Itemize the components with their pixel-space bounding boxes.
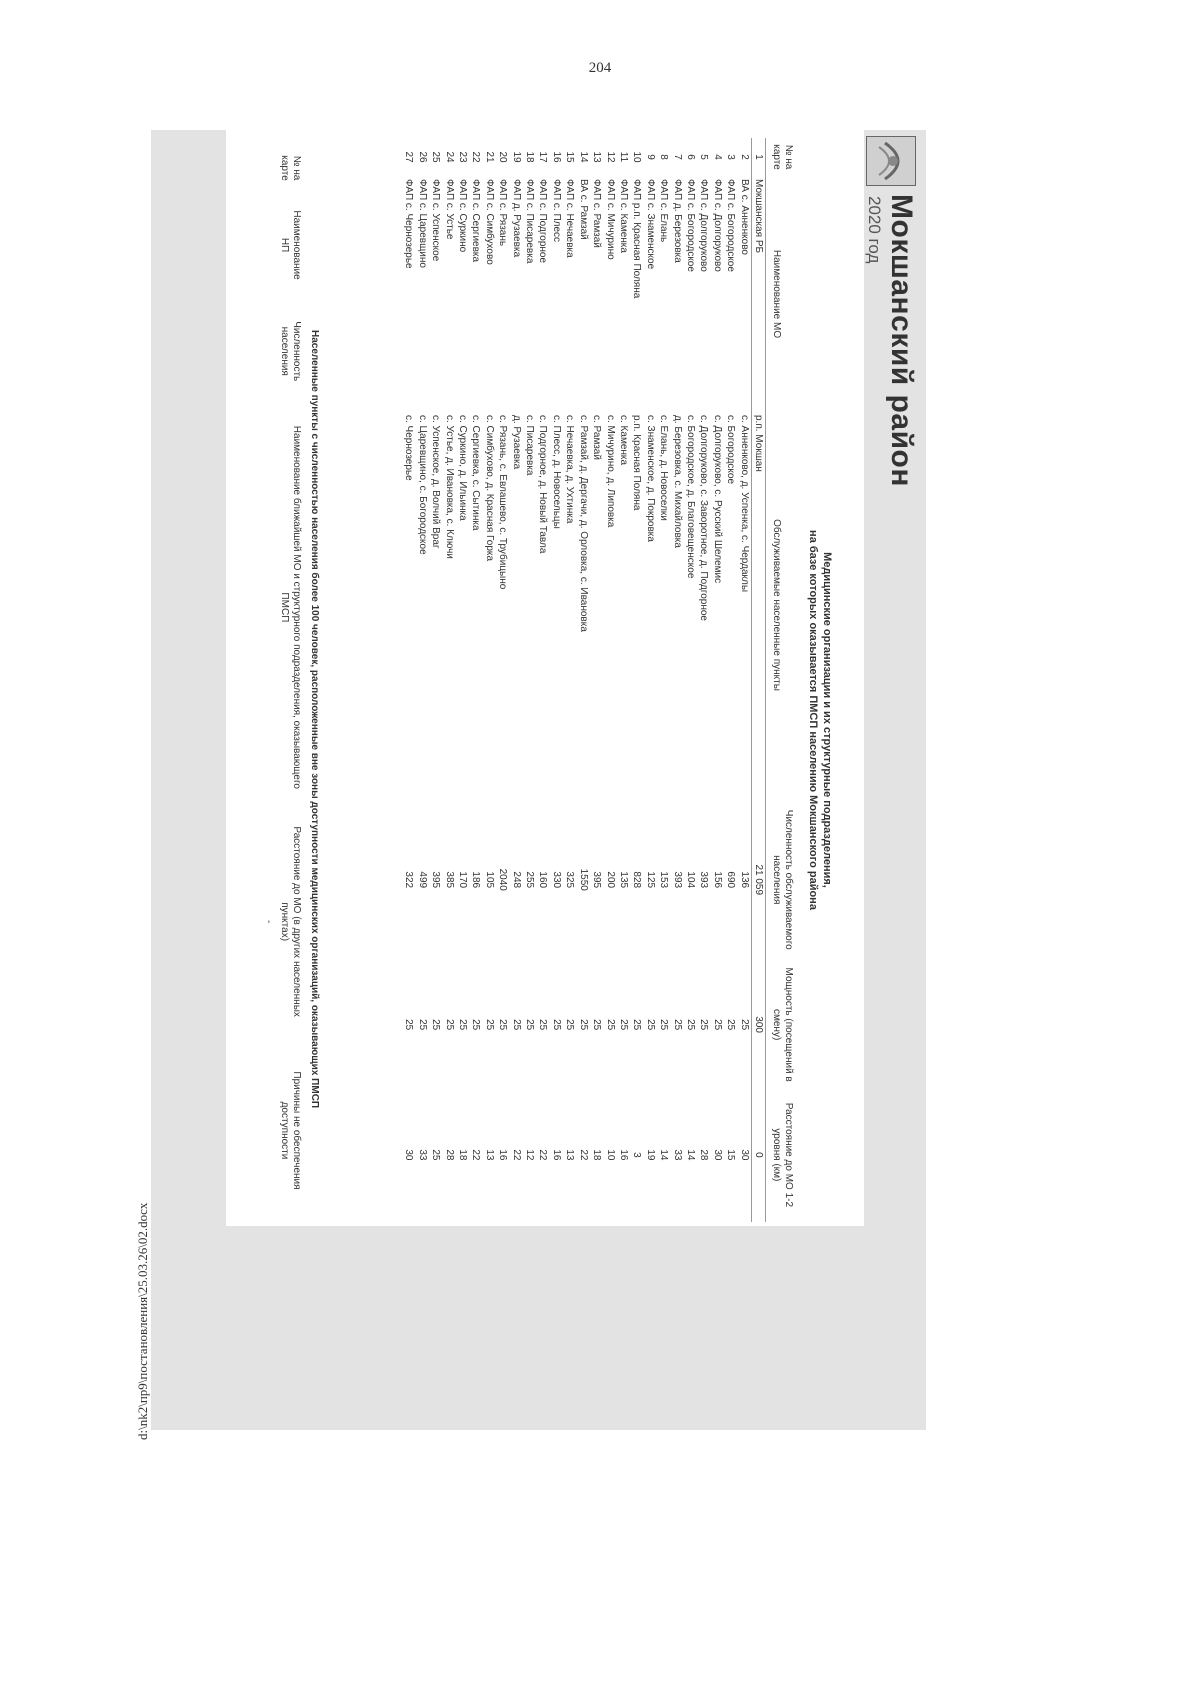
medical-organizations-table — [402, 138, 796, 1222]
cell-capacity: 25 — [577, 1019, 589, 1031]
cell-population: 385 — [443, 871, 455, 889]
table-row — [536, 138, 549, 1222]
region-year: 2020 год — [865, 196, 884, 264]
table-row — [563, 138, 576, 1222]
cell-population: 330 — [550, 871, 562, 889]
cell-capacity: 25 — [470, 1019, 482, 1031]
cell-capacity: 25 — [403, 1019, 415, 1031]
cell-map-number: 1 — [751, 138, 765, 176]
heading-line: Медицинские организации и их структурные подразделения, — [821, 552, 833, 888]
cell-mo-name: ФАП с. Подгорное — [537, 179, 549, 264]
cell-distance: 16 — [617, 1149, 629, 1161]
sub-column-header-reasons: Причины не обеспечения доступности — [279, 1071, 302, 1190]
cell-served-points: с. Суркино, д. Ильинка — [457, 415, 469, 521]
cell-population: 160 — [537, 871, 549, 889]
cell-distance: 30 — [403, 1149, 415, 1161]
cell-served-points: с. Сергиевка, с. Сытинка — [470, 415, 482, 531]
cell-served-points: с. Подгорное, д. Новый Тавла — [537, 415, 549, 554]
sub-cell-dash: - — [263, 919, 274, 924]
table-row — [710, 138, 723, 1222]
cell-distance: 0 — [751, 1088, 765, 1222]
region-emblem-icon — [866, 136, 916, 186]
table-row — [482, 138, 495, 1222]
cell-map-number: 5 — [698, 154, 710, 160]
cell-map-number: 21 — [483, 151, 495, 163]
cell-served-points: с. Долгоруково, с. Заворотное, д. Подгорное — [698, 415, 710, 621]
cell-mo-name: ФАП с. Симбухово — [483, 179, 495, 265]
cell-capacity: 25 — [550, 1019, 562, 1031]
cell-mo-name: ФАП с. Елань — [658, 179, 670, 243]
sub-column-header-nearest-mo: Наименование ближайшей МО и структурного подразделения, оказывающего ПМСП — [279, 425, 302, 789]
cell-population: 186 — [470, 871, 482, 889]
cell-map-number: 13 — [591, 151, 603, 163]
cell-capacity: 25 — [524, 1019, 536, 1031]
sub-column-header-population: Численность населения — [279, 321, 302, 382]
table-note: Населенные пункты с численностью населения более 100 человек, расположенные вне зоны доступности медицинских организаций, оказывающих ПМСП — [309, 330, 320, 1109]
column-header-distance: Расстояние до МО 1-2 уровня (км) — [766, 1088, 797, 1222]
cell-distance: 28 — [698, 1149, 710, 1161]
cell-population: 125 — [644, 871, 656, 889]
cell-population: 499 — [416, 871, 428, 889]
table-row — [684, 138, 697, 1222]
table-row — [751, 138, 765, 1222]
cell-mo-name: ВА с. Анненково — [738, 179, 750, 255]
cell-distance: 16 — [550, 1149, 562, 1161]
cell-capacity: 25 — [537, 1019, 549, 1031]
cell-map-number: 14 — [577, 151, 589, 163]
cell-population: 828 — [631, 871, 643, 889]
cell-population: 135 — [617, 871, 629, 889]
region-title: Мокшанский район — [885, 194, 918, 487]
cell-distance: 33 — [416, 1149, 428, 1161]
cell-capacity: 25 — [443, 1019, 455, 1031]
table-row — [496, 138, 509, 1222]
cell-mo-name: ФАП д. Березовка — [671, 179, 683, 263]
cell-capacity: 25 — [564, 1019, 576, 1031]
table-row — [697, 138, 710, 1222]
sub-column-header-settlement: Наименование НП — [279, 210, 302, 280]
cell-distance: 25 — [430, 1149, 442, 1161]
cell-mo-name: ФАП р.п. Красная Поляна — [631, 179, 643, 299]
cell-distance: 22 — [510, 1149, 522, 1161]
cell-distance: 13 — [564, 1149, 576, 1161]
cell-map-number: 15 — [564, 151, 576, 163]
cell-capacity: 25 — [510, 1019, 522, 1031]
table-row — [617, 138, 630, 1222]
cell-population: 393 — [698, 871, 710, 889]
table-row — [630, 138, 643, 1222]
cell-distance: 3 — [631, 1152, 643, 1158]
cell-map-number: 17 — [537, 151, 549, 163]
document-sheet — [151, 130, 926, 1430]
cell-served-points: р.п. Красная Поляна — [631, 415, 643, 511]
column-header-served-points: Обслуживаемые населенные пункты — [766, 412, 797, 798]
column-header-mo-name: Наименование МО — [766, 176, 797, 412]
cell-capacity: 25 — [497, 1019, 509, 1031]
cell-population: 393 — [671, 871, 683, 889]
cell-map-number: 11 — [617, 151, 629, 163]
cell-mo-name: ФАП с. Каменка — [617, 179, 629, 253]
cell-map-number: 3 — [725, 154, 737, 160]
cell-mo-name: ФАП д. Рузаевка — [510, 179, 522, 258]
sub-column-header-map-number: № на карте — [279, 155, 302, 181]
cell-mo-name: Мокшанская РБ — [751, 176, 765, 412]
page-number: 204 — [588, 60, 612, 76]
cell-map-number: 7 — [671, 154, 683, 160]
cell-mo-name: ФАП с. Знаменское — [644, 179, 656, 270]
cell-capacity: 25 — [738, 1019, 750, 1031]
cell-population: 104 — [684, 871, 696, 889]
cell-served-points: с. Рамзай, д. Дергачи, д. Орловка, с. Ивановка — [577, 415, 589, 632]
cell-capacity: 25 — [631, 1019, 643, 1031]
cell-served-points: с. Богородское, д. Благовещенское — [684, 415, 696, 579]
cell-mo-name: ФАП с. Устье — [443, 179, 455, 240]
cell-map-number: 2 — [738, 154, 750, 160]
cell-population: 690 — [725, 871, 737, 889]
table-row — [657, 138, 670, 1222]
cell-served-points: с. Долгоруково, с. Русский Шелемис — [711, 415, 723, 584]
cell-served-points: с. Каменка — [617, 415, 629, 466]
cell-capacity: 25 — [698, 1019, 710, 1031]
cell-map-number: 26 — [416, 151, 428, 163]
cell-map-number: 19 — [510, 151, 522, 163]
sub-cell — [260, 138, 276, 198]
cell-map-number: 18 — [524, 151, 536, 163]
document-heading — [806, 360, 834, 1080]
table-row — [603, 138, 616, 1222]
cell-population: 395 — [430, 871, 442, 889]
cell-capacity: 25 — [684, 1019, 696, 1031]
cell-served-points: с. Мичурино, д. Липовка — [604, 415, 616, 528]
cell-capacity: 300 — [751, 961, 765, 1087]
table-row — [469, 138, 482, 1222]
cell-mo-name: ФАП с. Плесс — [550, 179, 562, 243]
sub-column-header-distance: Расстояние до МО (в других населенных пунктах) — [279, 826, 302, 1017]
cell-population: 248 — [510, 871, 522, 889]
cell-mo-name: ФАП с. Долгоруково — [698, 179, 710, 272]
column-header-capacity: Мощность (посещений в смену) — [766, 961, 797, 1087]
cell-population: 153 — [658, 871, 670, 889]
cell-distance: 19 — [644, 1149, 656, 1161]
sub-cell — [260, 292, 276, 410]
cell-population: 105 — [483, 871, 495, 889]
cell-capacity: 25 — [617, 1019, 629, 1031]
cell-distance: 30 — [711, 1149, 723, 1161]
cell-distance: 22 — [577, 1149, 589, 1161]
table-row — [429, 138, 442, 1222]
cell-map-number: 25 — [430, 151, 442, 163]
cell-distance: 22 — [470, 1149, 482, 1161]
cell-population: 21 059 — [751, 798, 765, 961]
table-row — [590, 138, 603, 1222]
cell-map-number: 4 — [711, 154, 723, 160]
table-row — [442, 138, 455, 1222]
cell-mo-name: ВА с. Рамзай — [577, 179, 589, 240]
cell-map-number: 12 — [604, 151, 616, 163]
cell-map-number: 16 — [550, 151, 562, 163]
cell-distance: 12 — [524, 1149, 536, 1161]
table-row — [402, 138, 415, 1222]
cell-served-points: с. Плесс, д. Новосельцы — [550, 415, 562, 529]
column-header-population: Численность обслуживаемого населения — [766, 798, 797, 961]
heading-line: на базе которых оказывается ПМСП населению Мокшанского района — [807, 530, 819, 910]
table-row — [670, 138, 683, 1222]
cell-served-points: с. Устье, д. Ивановка, с. Ключи — [443, 415, 455, 559]
cell-distance: 33 — [671, 1149, 683, 1161]
column-header-map-number: № на карте — [766, 138, 797, 176]
cell-distance: 30 — [738, 1149, 750, 1161]
cell-mo-name: ФАП с. Рязань — [497, 179, 509, 247]
cell-served-points: с. Успенское, д. Волчий Враг — [430, 415, 442, 549]
cell-capacity: 25 — [430, 1019, 442, 1031]
cell-map-number: 8 — [658, 154, 670, 160]
cell-population: 200 — [604, 871, 616, 889]
cell-map-number: 20 — [497, 151, 509, 163]
cell-map-number: 6 — [684, 154, 696, 160]
cell-mo-name: ФАП с. Нечаевка — [564, 179, 576, 258]
cell-served-points: д. Березовка, с. Михайловка — [671, 415, 683, 548]
cell-served-points: с. Нечаевка, д. Ухтинка — [564, 415, 576, 524]
cell-served-points: с. Богородское — [725, 415, 737, 485]
cell-capacity: 25 — [711, 1019, 723, 1031]
cell-capacity: 25 — [591, 1019, 603, 1031]
cell-distance: 16 — [497, 1149, 509, 1161]
cell-map-number: 27 — [403, 151, 415, 163]
cell-mo-name: ФАП с. Богородское — [684, 179, 696, 272]
cell-capacity: 25 — [483, 1019, 495, 1031]
cell-capacity: 25 — [671, 1019, 683, 1031]
cell-distance: 14 — [684, 1149, 696, 1161]
table-row — [456, 138, 469, 1222]
cell-mo-name: ФАП с. Чернозерье — [403, 179, 415, 269]
cell-mo-name: ФАП с. Рамзай — [591, 179, 603, 248]
table-row — [724, 138, 737, 1222]
cell-capacity: 25 — [658, 1019, 670, 1031]
table-row — [523, 138, 536, 1222]
table-row — [550, 138, 563, 1222]
cell-mo-name: ФАП с. Сергиевка — [470, 179, 482, 263]
cell-capacity: 25 — [725, 1019, 737, 1031]
table-row — [415, 138, 428, 1222]
cell-served-points: д. Рузаевка — [510, 415, 522, 470]
cell-distance: 14 — [658, 1149, 670, 1161]
cell-mo-name: ФАП с. Успенское — [430, 179, 442, 262]
cell-served-points: с. Анненково, д. Успенка, с. Чердаклы — [738, 415, 750, 593]
cell-distance: 18 — [591, 1149, 603, 1161]
footer-file-path: d:\nk2\пр9\постановления\25.03.26\02.docx — [135, 1202, 150, 1440]
cell-population: 2040 — [497, 868, 509, 891]
cell-served-points: с. Писаревка — [524, 415, 536, 476]
cell-distance: 28 — [443, 1149, 455, 1161]
cell-mo-name: ФАП с. Суркино — [457, 179, 469, 253]
cell-mo-name: ФАП с. Мичурино — [604, 179, 616, 260]
cell-map-number: 10 — [631, 151, 643, 163]
cell-map-number: 23 — [457, 151, 469, 163]
cell-served-points: с. Елань, д. Новоселки — [658, 415, 670, 521]
sub-cell — [260, 198, 276, 292]
cell-map-number: 9 — [644, 154, 656, 160]
cell-distance: 13 — [483, 1149, 495, 1161]
table-row — [509, 138, 522, 1222]
cell-served-points: с. Царевщино, с. Богородское — [416, 415, 428, 555]
cell-served-points: р.п. Мокшан — [751, 412, 765, 798]
cell-distance: 15 — [725, 1149, 737, 1161]
cell-capacity: 25 — [416, 1019, 428, 1031]
cell-distance: 10 — [604, 1149, 616, 1161]
cell-distance: 18 — [457, 1149, 469, 1161]
sub-table-row — [260, 138, 276, 1222]
cell-mo-name: ФАП с. Царевщино — [416, 179, 428, 268]
cell-population: 1550 — [577, 868, 589, 891]
cell-population: 170 — [457, 871, 469, 889]
cell-population: 156 — [711, 871, 723, 889]
cell-population: 255 — [524, 871, 536, 889]
side-band — [151, 1226, 864, 1430]
cell-capacity: 25 — [644, 1019, 656, 1031]
uncovered-settlements-table — [260, 138, 304, 1222]
cell-served-points: с. Чернозерье — [403, 415, 415, 481]
cell-map-number: 22 — [470, 151, 482, 163]
cell-mo-name: ФАП с. Богородское — [725, 179, 737, 272]
cell-population: 395 — [591, 871, 603, 889]
cell-map-number: 24 — [443, 151, 455, 163]
cell-served-points: с. Знаменское, д. Покровка — [644, 415, 656, 542]
cell-population: 136 — [738, 871, 750, 889]
bottom-band — [151, 130, 226, 1430]
table-row — [737, 138, 751, 1222]
cell-population: 325 — [564, 871, 576, 889]
cell-served-points: с. Симбухово, д. Красная Горка — [483, 415, 495, 562]
cell-mo-name: ФАП с. Писаревка — [524, 179, 536, 264]
cell-distance: 22 — [537, 1149, 549, 1161]
sub-cell — [260, 410, 276, 804]
cell-served-points: с. Рязань, с. Евлашево, с. Трубицыно — [497, 415, 509, 590]
cell-capacity: 25 — [457, 1019, 469, 1031]
cell-capacity: 25 — [604, 1019, 616, 1031]
cell-mo-name: ФАП с. Долгоруково — [711, 179, 723, 272]
cell-population: 322 — [403, 871, 415, 889]
cell-served-points: с. Рамзай — [591, 415, 603, 460]
table-row — [576, 138, 589, 1222]
table-row — [643, 138, 656, 1222]
sub-cell — [260, 1039, 276, 1222]
